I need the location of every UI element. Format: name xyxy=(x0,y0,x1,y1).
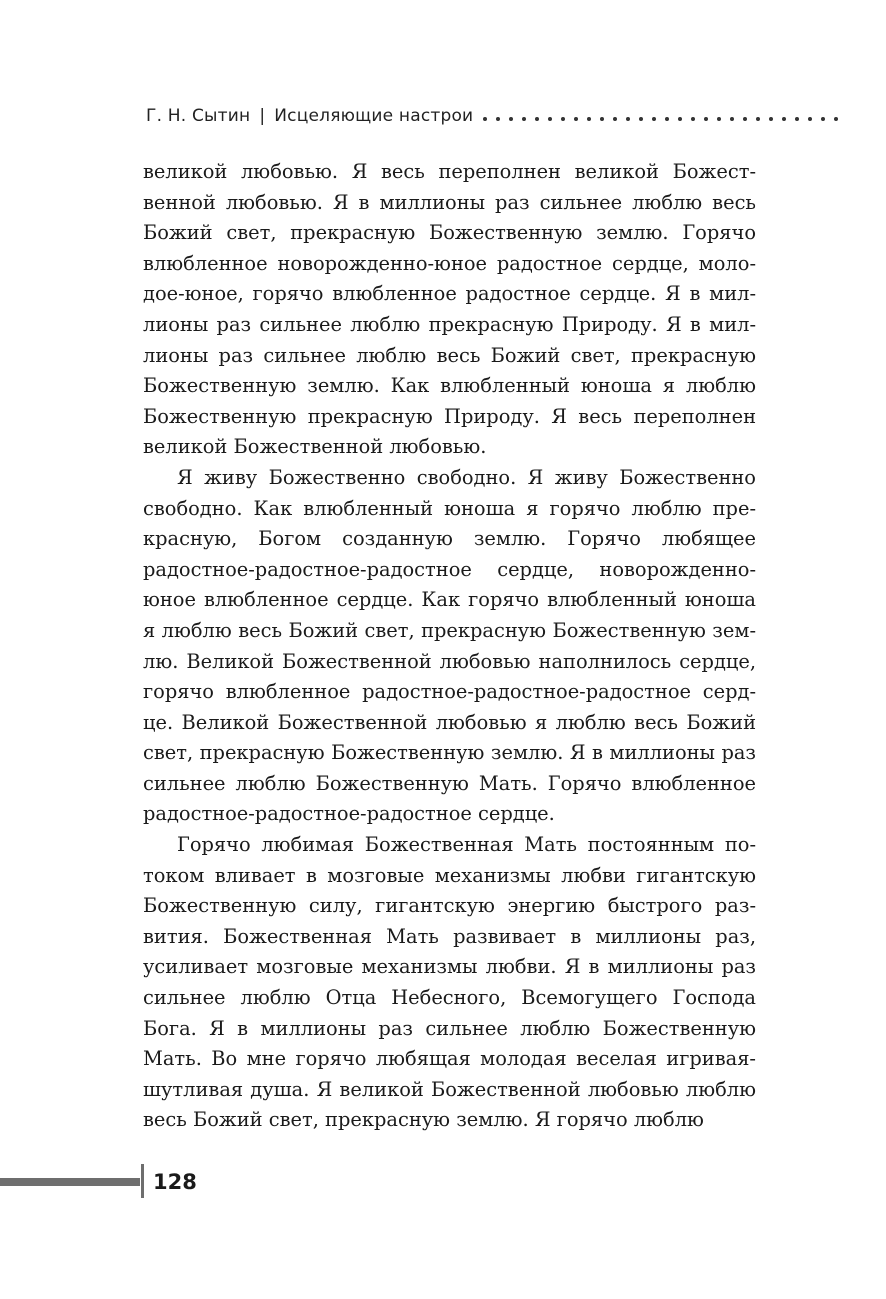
leader-dot xyxy=(652,117,656,121)
leader-dot xyxy=(587,117,591,121)
leader-dot xyxy=(626,117,630,121)
paragraph: Я живу Божественно свободно. Я живу Божественно свободно. Как влюбленный юноша я горячо люблю прекрасную, Богом созданную землю. Горячо любящее радостное-радостное-радостное сердце, новорожденно-юное влюбленное сердце. Как горячо влюбленный юноша я люблю весь Божий свет, прекрасную Божественную землю. Великой Божественной любовью наполнилось сердце, горячо влюбленное радостное-радостное-радостное сердце. Великой Божественной любовью я люблю весь Божий свет, прекрасную Божественную землю. Я в миллионы раз сильнее люблю Божественную Мать. Горячо влюбленное радостное-радостное-радостное сердце. xyxy=(143,465,756,826)
leader-dot xyxy=(795,117,799,121)
leader-dot xyxy=(678,117,682,121)
header-dot-leader xyxy=(483,111,847,121)
leader-dot xyxy=(535,117,539,121)
leader-dot xyxy=(834,117,838,121)
leader-dot xyxy=(756,117,760,121)
footer-divider xyxy=(141,1164,144,1198)
header-separator: | xyxy=(259,106,266,126)
leader-dot xyxy=(782,117,786,121)
leader-dot xyxy=(613,117,617,121)
leader-dot xyxy=(522,117,526,121)
header-author: Г. Н. Сытин xyxy=(146,106,251,126)
leader-dot xyxy=(821,117,825,121)
leader-dot xyxy=(691,117,695,121)
paragraph: Горячо любимая Божественная Мать постоянным потоком вливает в мозговые механизмы любви гигантскую Божественную силу, гигантскую энергию быстрого развития. Божественная Мать развивает в миллионы раз, усиливает мозговые механизмы любви. Я в миллионы раз сильнее люблю Отца Небесного, Всемогущего Господа Бога. Я в миллионы раз сильнее люблю Божественную Мать. Во мне горячо любящая молодая веселая игривая-шутливая душа. Я великой Божественной любовью люблю весь Божий свет, прекрасную землю. Я горячо люблю xyxy=(143,833,756,1132)
leader-dot xyxy=(808,117,812,121)
leader-dot xyxy=(730,117,734,121)
leader-dot xyxy=(548,117,552,121)
leader-dot xyxy=(665,117,669,121)
leader-dot xyxy=(717,117,721,121)
running-header xyxy=(146,104,866,128)
leader-dot xyxy=(743,117,747,121)
leader-dot xyxy=(600,117,604,121)
leader-dot xyxy=(639,117,643,121)
body-text xyxy=(143,157,756,1136)
leader-dot xyxy=(574,117,578,121)
footer-bar xyxy=(0,1178,140,1186)
leader-dot xyxy=(704,117,708,121)
leader-dot xyxy=(509,117,513,121)
leader-dot xyxy=(496,117,500,121)
leader-dot xyxy=(483,117,487,121)
leader-dot xyxy=(769,117,773,121)
page-number: 128 xyxy=(153,1170,197,1194)
leader-dot xyxy=(561,117,565,121)
header-book-title: Исцеляющие настрои xyxy=(274,106,474,126)
paragraph: великой любовью. Я весь переполнен великой Божественной любовью. Я в миллионы раз сильнее люблю весь Божий свет, прекрасную Божественную землю. Горячо влюбленное новорожденно-юное радостное сердце, молодое-юное, горячо влюбленное радостное сердце. Я в миллионы раз сильнее люблю прекрасную Природу. Я в миллионы раз сильнее люблю весь Божий свет, прекрасную Божественную землю. Как влюбленный юноша я люблю Божественную прекрасную Природу. Я весь переполнен великой Божественной любовью. xyxy=(143,160,756,459)
